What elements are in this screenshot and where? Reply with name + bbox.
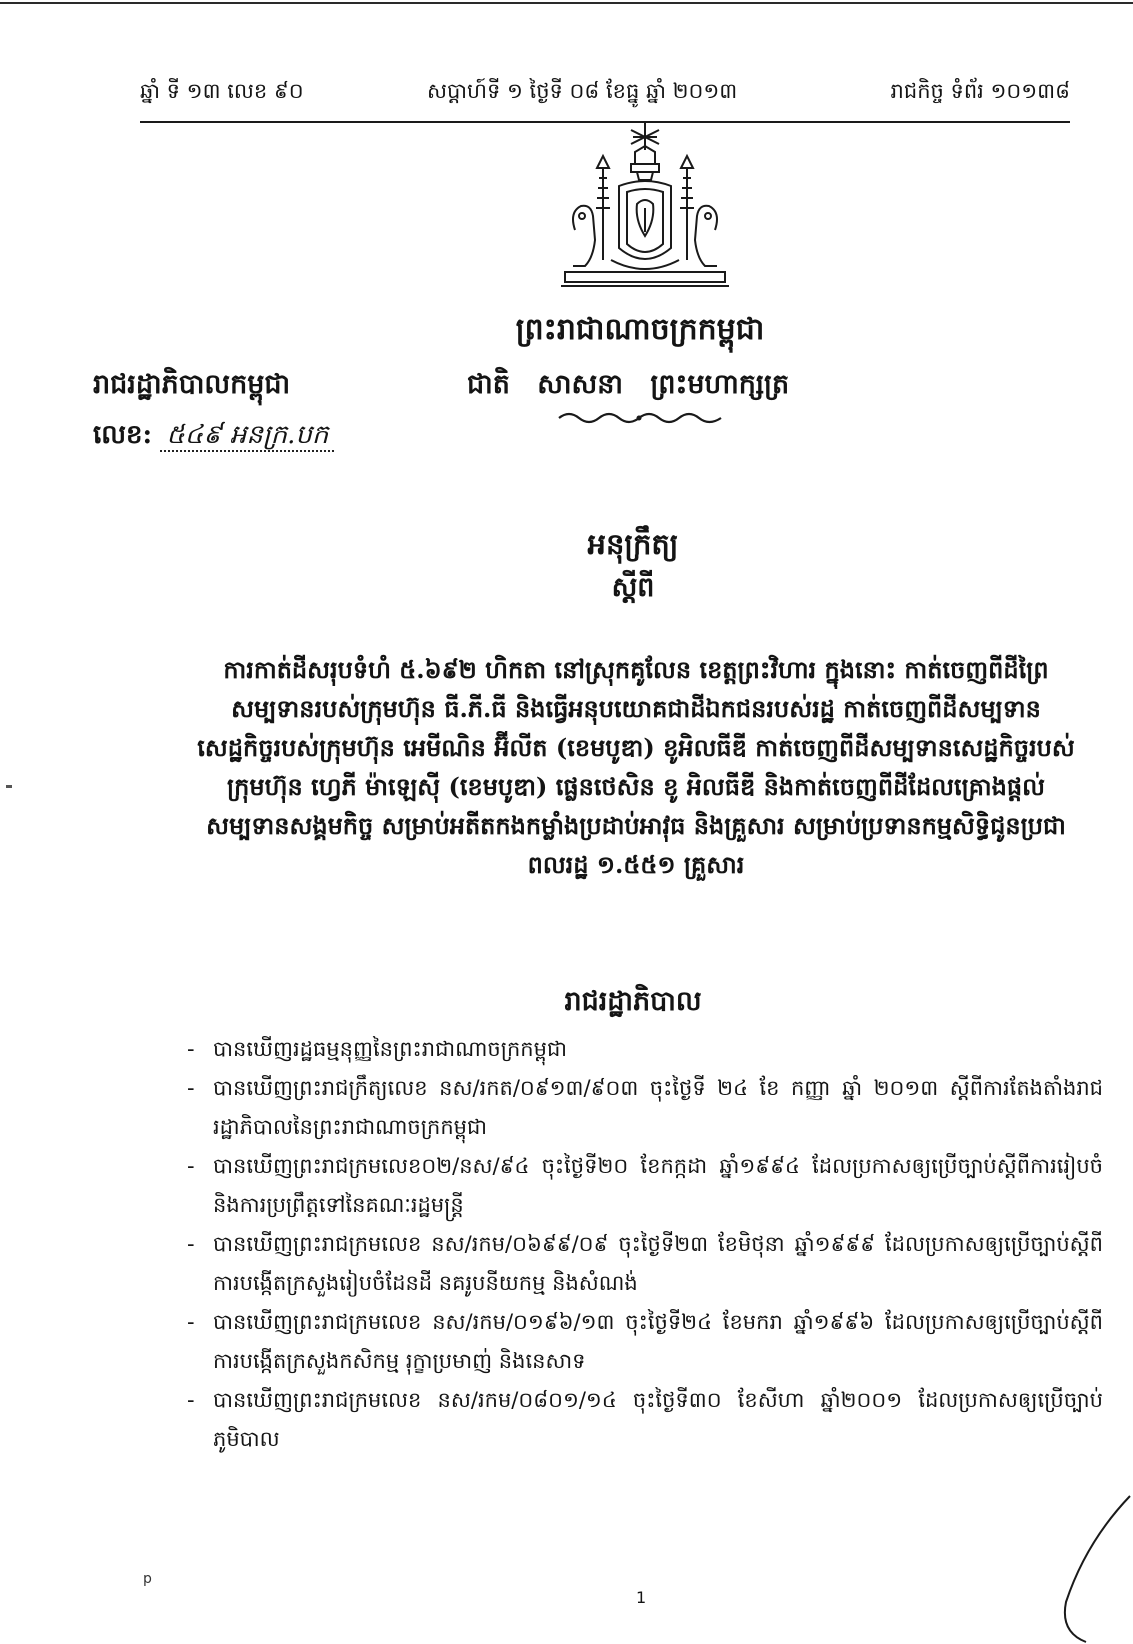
list-item-text: បានឃើញព្រះរាជក្រមលេខ នស/រកម/០១៩៦/១៣ ចុះថ្ងៃទី២៤ ខែមករា ឆ្នាំ១៩៩៦ ដែលប្រកាសឲ្យប្រើច្បាប់ស្តីពីការបង្កើតក្រសួងកសិកម្ម រុក្ខាប្រមាញ់ និងនេសាទ (213, 1310, 1103, 1373)
gazette-header (140, 78, 1070, 114)
bullet-dash: - (187, 1076, 195, 1100)
motto-ornament-icon (555, 408, 725, 428)
bullet-dash: - (187, 1388, 195, 1412)
signature-stroke-icon (1046, 1492, 1133, 1644)
gazette-date: សប្តាហ៍ទី ១ ថ្ងៃទី ០៨ ខែធ្នូ ឆ្នាំ ២០១៣ (427, 79, 738, 103)
document-type: អនុក្រឹត្យ (587, 527, 679, 561)
kingdom-title: ព្រះរាជាណាចក្រកម្ពុជា (515, 312, 765, 347)
legal-basis-list (183, 1030, 1103, 1459)
issuing-authority: រាជរដ្ឋាភិបាលកម្ពុជា (93, 369, 291, 400)
bullet-dash: - (187, 1232, 195, 1256)
document-number (93, 418, 334, 456)
national-motto: ជាតិ សាសនា ព្រះមហាក្សត្រ (467, 369, 790, 400)
list-item-text: បានឃើញព្រះរាជក្រឹត្យលេខ នស/រកត/០៩១៣/៩០៣ ចុះថ្ងៃទី ២៤ ខែ កញ្ញា ឆ្នាំ ២០១៣ ស្តីពីការតែងតាំងរាជរដ្ឋាភិបាលនៃព្រះរាជាណាចក្រកម្ពុជា (213, 1076, 1103, 1139)
bullet-dash: - (187, 1154, 195, 1178)
list-item (183, 1069, 1103, 1147)
page-marker: p (143, 1571, 152, 1587)
document-subject: ការកាត់ដីសរុបទំហំ ៥.៦៩២ ហិកតា នៅស្រុកគូលែន ខេត្តព្រះវិហារ ក្នុងនោះ កាត់ចេញពីដីព្រៃសម្បទានរបស់ក្រុមហ៊ុន ធី.ភី.ធី និងធ្វើអនុបយោគជាដីឯកជនរបស់រដ្ឋ កាត់ចេញពីដីសម្បទានសេដ្ឋកិច្ចរបស់ក្រុមហ៊ុន អេមីណិន អ៊ីលីត (ខេមបូឌា) ខូអិលធីឌី កាត់ចេញពីដីសម្បទានសេដ្ឋកិច្ចរបស់ក្រុមហ៊ុន ហ្វេភី ម៉ាឡេស៊ី (ខេមបូឌា) ផ្លេនថេសិន ខូ អិលធីឌី និងកាត់ចេញពីដីដែលគ្រោងផ្តល់សម្បទានសង្គមកិច្ច សម្រាប់អតីតកងកម្លាំងប្រដាប់អាវុធ និងគ្រួសារ សម្រាប់ប្រទានកម្មសិទ្ធិជូនប្រជាពលរដ្ឋ ១.៥៥១ គ្រួសារ (197, 655, 1075, 879)
list-item (183, 1381, 1103, 1459)
list-item-text: បានឃើញព្រះរាជក្រមលេខ០២/នស/៩៤ ចុះថ្ងៃទី២០ ខែកក្កដា ឆ្នាំ១៩៩៤ ដែលប្រកាសឲ្យប្រើច្បាប់ស្តីពីការរៀបចំនិងការប្រព្រឹត្តទៅនៃគណៈរដ្ឋមន្ត្រី (213, 1154, 1103, 1217)
section-heading: រាជរដ្ឋាភិបាល (564, 986, 702, 1017)
list-item (183, 1030, 1103, 1069)
gazette-issue: ឆ្នាំ ទី ១៣ លេខ ៩០ (140, 79, 304, 103)
list-item (183, 1147, 1103, 1225)
bullet-dash: - (187, 1310, 195, 1334)
gazette-page: រាជកិច្ច ទំព័រ ១០១៣៨ (890, 79, 1070, 103)
list-item (183, 1225, 1103, 1303)
document-number-label: លេខ: (93, 420, 153, 450)
document-about: ស្តីពី (611, 572, 655, 603)
list-item-text: បានឃើញរដ្ឋធម្មនុញ្ញនៃព្រះរាជាណាចក្រកម្ពុជា (213, 1037, 567, 1061)
margin-mark (6, 785, 12, 788)
bullet-dash: - (187, 1037, 195, 1061)
list-item (183, 1303, 1103, 1381)
document-number-value: ៥៤៩ អនក្រ.បក (160, 420, 334, 452)
list-item-text: បានឃើញព្រះរាជក្រមលេខ នស/រកម/០៨០១/១៤ ចុះថ្ងៃទី៣០ ខែសីហា ឆ្នាំ២០០១ ដែលប្រកាសឲ្យប្រើច្បាប់ភូមិបាល (213, 1388, 1103, 1451)
royal-emblem-icon (555, 120, 735, 300)
scan-top-edge (0, 2, 1133, 4)
list-item-text: បានឃើញព្រះរាជក្រមលេខ នស/រកម/០៦៩៩/០៩ ចុះថ្ងៃទី២៣ ខែមិថុនា ឆ្នាំ១៩៩៩ ដែលប្រកាសឲ្យប្រើច្បាប់ស្តីពីការបង្កើតក្រសួងរៀបចំដែនដី នគរូបនីយកម្ម និងសំណង់ (213, 1232, 1103, 1295)
page-number: 1 (636, 1588, 647, 1607)
